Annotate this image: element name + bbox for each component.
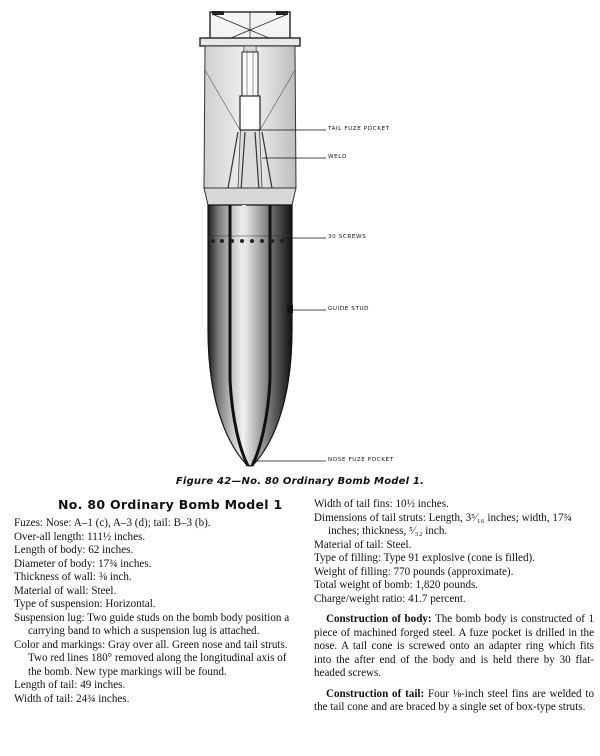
construction-tail-text: Four ⅛-inch steel fins are welded to the tail cone and are braced by a single set of box-type struts. [314, 687, 594, 713]
figure-caption: Figure 42—No. 80 Ordinary Bomb Model 1. [175, 476, 425, 487]
specs-left-column [14, 517, 302, 706]
spec-color-markings: Color and markings: Gray over all. Green nose and tail struts. Two red lines 180° removed along the longitudinal axis of the bomb. New type markings will be found. [14, 638, 288, 678]
spec-thickness-wall: Thickness of wall: ⅜ inch. [14, 571, 132, 583]
label-tail-fuze-pocket: TAIL FUZE POCKET [328, 126, 390, 132]
label-nose-fuze-pocket: NOSE FUZE POCKET [328, 457, 394, 463]
specs-right-column [314, 498, 594, 715]
spec-fuzes [14, 517, 302, 531]
fuzes-value: Nose: A–1 (c), A–3 (d); tail: B–3 (b). [42, 517, 211, 529]
label-guide-stud: GUIDE STUD [328, 306, 370, 312]
construction-body [314, 613, 594, 681]
tail-struts [200, 11, 300, 48]
spec-charge-ratio: Charge/weight ratio: 41.7 percent. [314, 592, 466, 605]
label-30-screws: 30 SCREWS [328, 234, 367, 240]
spec-weight-filling: Weight of filling: 770 pounds (approximate). [314, 565, 514, 578]
spec-length-body: Length of body: 62 inches. [14, 544, 134, 556]
spec-width-tail: Width of tail: 24¾ inches. [14, 692, 130, 705]
spec-suspension-lug: Suspension lug: Two guide studs on the bomb body position a carrying band to which a suspension lug is attached. [14, 611, 290, 637]
spec-length-tail: Length of tail: 49 inches. [14, 679, 126, 691]
spec-diameter-body: Diameter of body: 17¾ inches. [14, 557, 152, 570]
construction-body-label: Construction of body: [326, 613, 432, 625]
bomb-body [208, 205, 293, 466]
spec-total-weight: Total weight of bomb: 1,820 pounds. [314, 579, 479, 591]
spec-type-suspension: Type of suspension: Horizontal. [14, 598, 156, 610]
spec-type-filling: Type of filling: Type 91 explosive (cone is filled). [314, 552, 535, 564]
spec-dim-struts: Dimensions of tail struts: Length, 3⁵⁄₁₆ inches; width, 17¾ inches; thickness, ⁵⁄₃₂ inch. [314, 511, 572, 537]
construction-body-text: The bomb body is constructed of 1 piece of machined forged steel. A fuze pocket is drilled in the nose. A tail cone is screwed onto an adapter ring which fits into the after end of the body and is held there by 30 flat-headed screws. [314, 613, 594, 679]
fuzes-label: Fuzes: [14, 517, 43, 529]
construction-tail-label: Construction of tail: [326, 687, 425, 700]
section-heading: No. 80 Ordinary Bomb Model 1 [58, 497, 283, 512]
spec-material-wall: Material of wall: Steel. [14, 584, 117, 597]
construction-tail [314, 688, 594, 715]
tail-cone [204, 46, 296, 205]
label-weld: WELD [328, 154, 347, 160]
spec-material-tail: Material of tail: Steel. [314, 538, 412, 551]
spec-overall-length: Over-all length: 111½ inches. [14, 530, 146, 543]
spec-width-fins: Width of tail fins: 10½ inches. [314, 498, 449, 510]
